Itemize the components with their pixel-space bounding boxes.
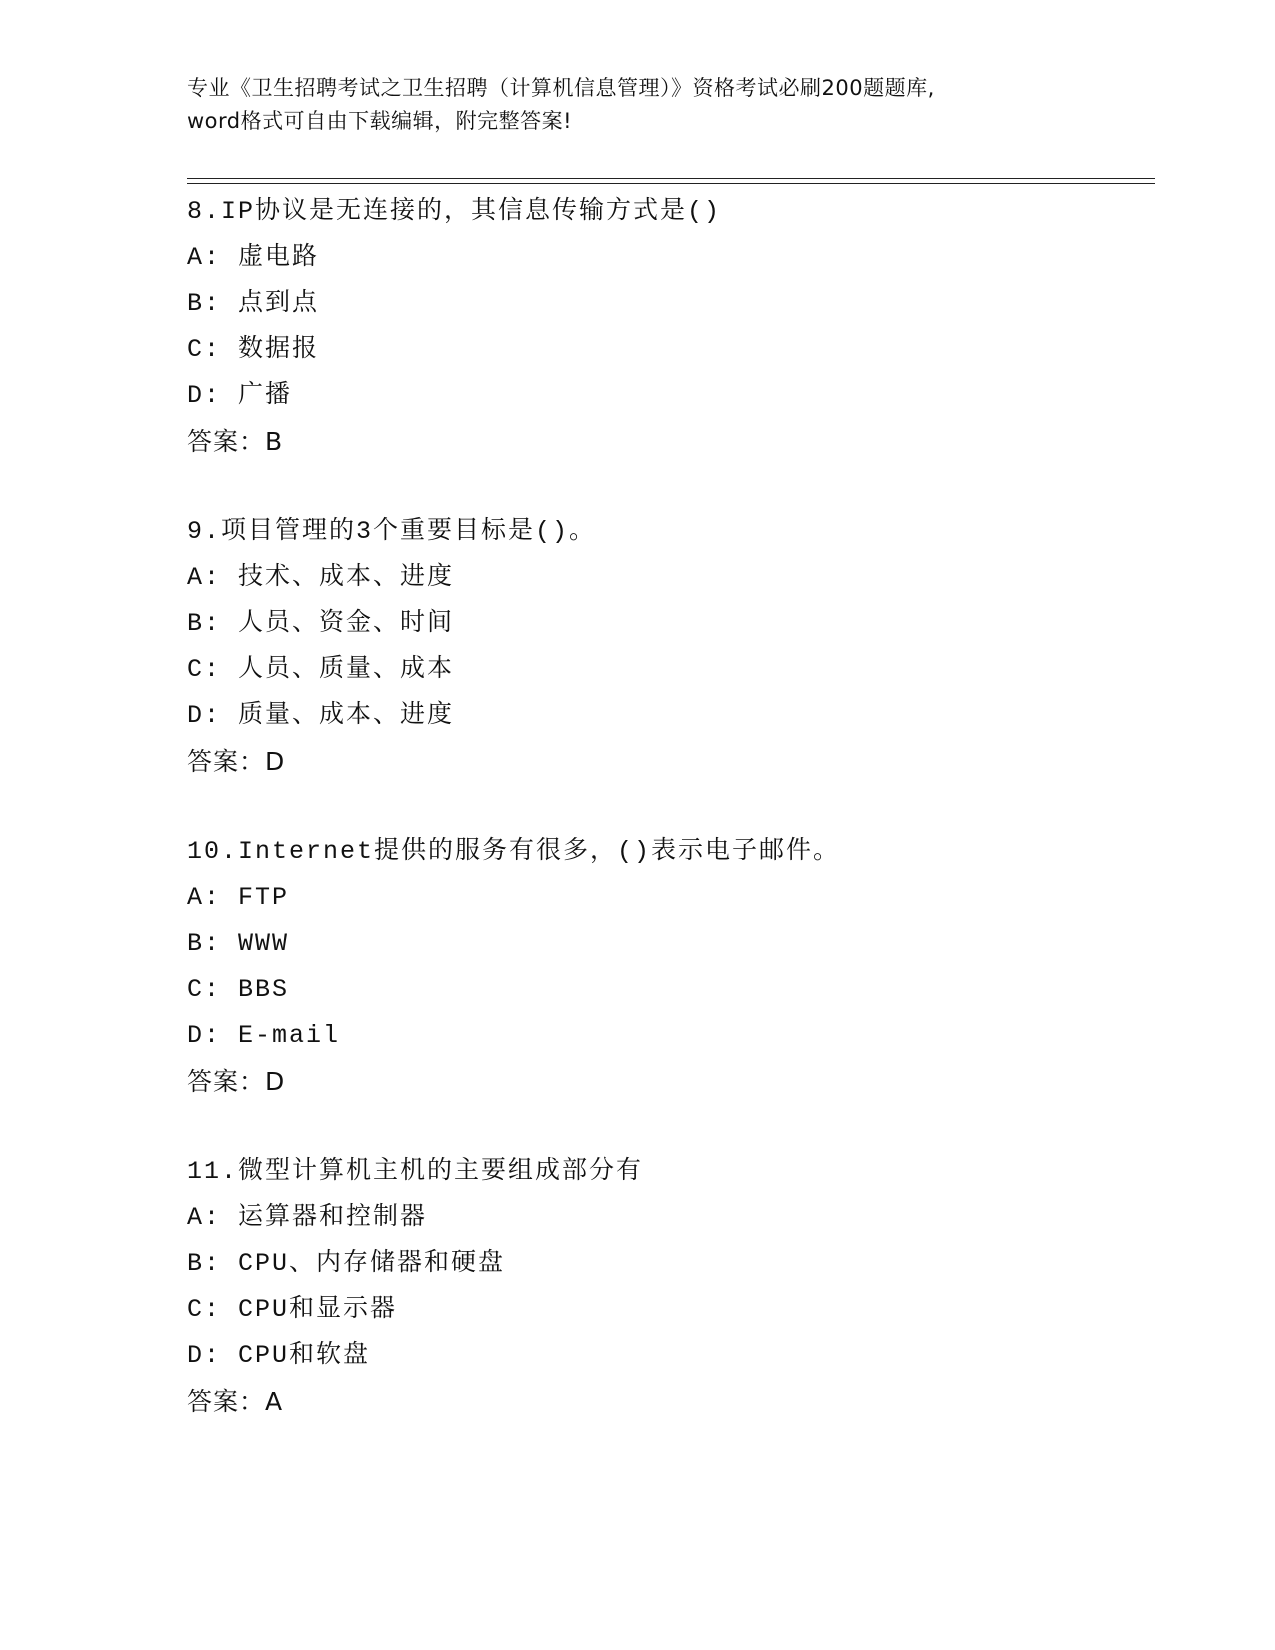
question-stem: 9.项目管理的3个重要目标是()。 [187, 517, 597, 546]
option-d: D: 质量、成本、进度 [187, 701, 455, 730]
answer-line: 答案：D [187, 1067, 286, 1096]
option-d: D: E-mail [187, 1021, 341, 1050]
option-a: A: 技术、成本、进度 [187, 563, 455, 592]
question-stem: 10.Internet提供的服务有很多，()表示电子邮件。 [187, 837, 841, 866]
option-a: A: FTP [187, 883, 290, 912]
header-divider-bottom [187, 183, 1155, 184]
option-c: C: CPU和显示器 [187, 1295, 398, 1324]
question-block [187, 189, 1155, 465]
option-a: A: 运算器和控制器 [187, 1203, 428, 1232]
option-d: D: CPU和软盘 [187, 1341, 371, 1370]
question-block [187, 1149, 1155, 1425]
answer-line: 答案：B [187, 427, 284, 456]
document-header [187, 72, 1087, 138]
option-c: C: BBS [187, 975, 290, 1004]
option-c: C: 数据报 [187, 335, 320, 364]
option-b: B: CPU、内存储器和硬盘 [187, 1249, 506, 1278]
option-d: D: 广播 [187, 381, 293, 410]
question-block [187, 829, 1155, 1105]
option-b: B: 点到点 [187, 289, 320, 318]
answer-line: 答案：D [187, 747, 286, 776]
option-c: C: 人员、质量、成本 [187, 655, 455, 684]
question-block [187, 509, 1155, 785]
option-b: B: WWW [187, 929, 290, 958]
header-line-2: word格式可自由下载编辑，附完整答案! [187, 109, 573, 133]
answer-line: 答案：A [187, 1387, 284, 1416]
header-divider-top [187, 178, 1155, 179]
question-stem: 11.微型计算机主机的主要组成部分有 [187, 1157, 644, 1186]
option-b: B: 人员、资金、时间 [187, 609, 455, 638]
option-a: A: 虚电路 [187, 243, 320, 272]
header-line-1: 专业《卫生招聘考试之卫生招聘（计算机信息管理）》资格考试必刷200题题库, [187, 76, 935, 100]
question-stem: 8.IP协议是无连接的，其信息传输方式是() [187, 197, 722, 226]
